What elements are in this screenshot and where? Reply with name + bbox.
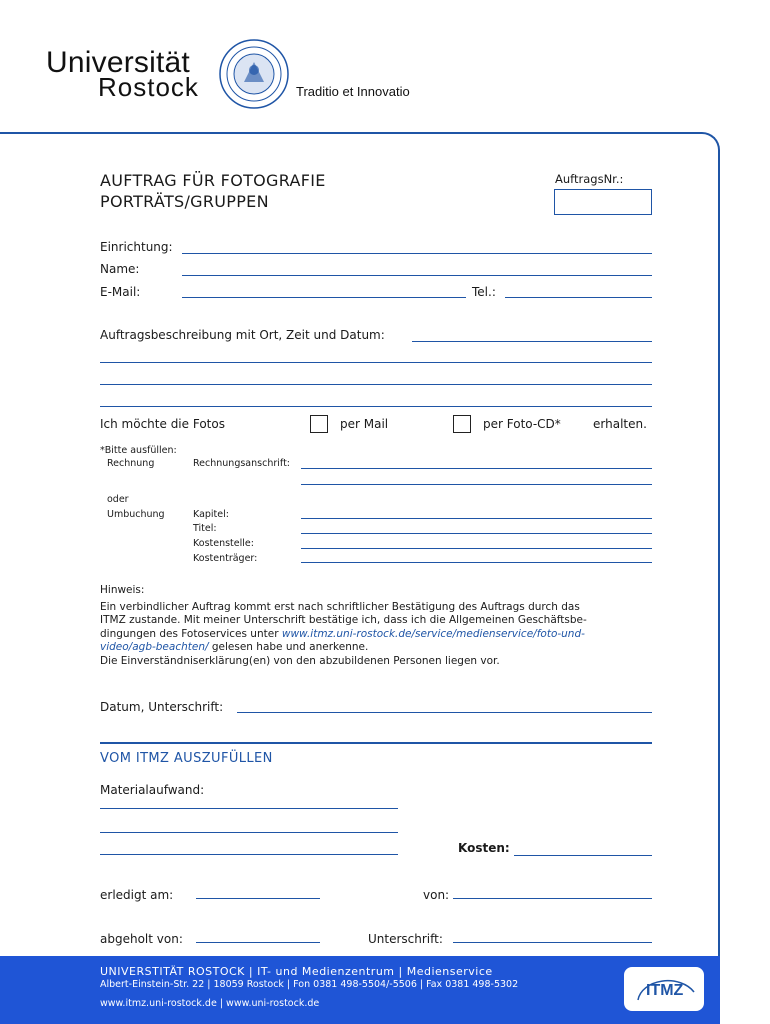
itmz-logo-text: ITMZ — [646, 982, 684, 999]
von-label: von: — [423, 888, 450, 902]
auftragsnr-field[interactable] — [554, 189, 652, 215]
unterschrift-field[interactable] — [453, 942, 652, 943]
umbuchung-label: Umbuchung — [107, 509, 165, 520]
hinweis-line3 — [100, 628, 587, 642]
kostenstelle-label: Kostenstelle: — [193, 538, 254, 549]
kapitel-field[interactable] — [301, 518, 652, 519]
erledigt-am-field[interactable] — [196, 898, 320, 899]
hinweis-line3-text: dingungen des Fotoservices unter — [100, 627, 282, 640]
agb-link-cont[interactable]: video/agb-beachten/ — [100, 641, 209, 653]
hinweis-block — [100, 584, 587, 668]
tel-field[interactable] — [505, 297, 652, 298]
itmz-section-heading: VOM ITMZ AUSZUFÜLLEN — [100, 751, 273, 766]
email-field[interactable] — [182, 297, 466, 298]
rechnungsanschrift-label: Rechnungsanschrift: — [193, 458, 290, 469]
datum-unterschrift-label: Datum, Unterschrift: — [100, 700, 224, 714]
kostenstelle-field[interactable] — [301, 548, 652, 549]
per-mail-label: per Mail — [340, 417, 389, 431]
einrichtung-label: Einrichtung: — [100, 240, 173, 254]
materialaufwand-field-line1[interactable] — [100, 808, 398, 809]
tel-label: Tel.: — [472, 285, 496, 299]
unterschrift-label: Unterschrift: — [368, 932, 443, 946]
kosten-field[interactable] — [514, 855, 652, 856]
hinweis-label: Hinweis: — [100, 584, 145, 596]
beschreibung-label: Auftragsbeschreibung mit Ort, Zeit und Datum: — [100, 328, 385, 342]
rechnungsanschrift-field-line2[interactable] — [301, 484, 652, 485]
logo-wordmark-line1: Universität — [46, 46, 190, 79]
kostentraeger-field[interactable] — [301, 562, 652, 563]
motto: Traditio et Innovatio — [296, 84, 410, 99]
beschreibung-field-line3[interactable] — [100, 384, 652, 385]
logo-wordmark-line2: Rostock — [98, 72, 199, 102]
university-seal-icon — [218, 38, 290, 110]
abgeholt-von-label: abgeholt von: — [100, 932, 183, 946]
footer-address: Albert-Einstein-Str. 22 | 18059 Rostock | Fon 0381 498-5504/-5506 | Fax 0381 498-5302 — [100, 979, 519, 990]
einrichtung-field[interactable] — [182, 253, 652, 254]
titel-label: Titel: — [193, 523, 217, 534]
datum-unterschrift-field[interactable] — [237, 712, 652, 713]
form-title: AUFTRAG FÜR FOTOGRAFIE — [100, 171, 326, 190]
hinweis-line4 — [100, 641, 587, 655]
abgeholt-von-field[interactable] — [196, 942, 320, 943]
per-mail-checkbox[interactable] — [310, 415, 328, 433]
materialaufwand-field-line2[interactable] — [100, 832, 398, 833]
name-field[interactable] — [182, 275, 652, 276]
oder-label: oder — [107, 494, 129, 505]
hinweis-line5: Die Einverständniserklärung(en) von den abzubildenen Personen liegen vor. — [100, 654, 500, 667]
rechnung-label: Rechnung — [107, 458, 155, 469]
footer-institution: UNIVERSTITÄT ROSTOCK | IT- und Medienzentrum | Medienservice — [100, 965, 493, 978]
form-subtitle: PORTRÄTS/GRUPPEN — [100, 192, 269, 211]
materialaufwand-field-line3[interactable] — [100, 854, 398, 855]
kostentraeger-label: Kostenträger: — [193, 553, 258, 564]
kosten-label: Kosten: — [458, 841, 510, 855]
email-label: E-Mail: — [100, 285, 141, 299]
rechnungsanschrift-field-line1[interactable] — [301, 468, 652, 469]
fotos-intro: Ich möchte die Fotos — [100, 417, 225, 431]
itmz-divider — [100, 742, 652, 744]
name-label: Name: — [100, 262, 140, 276]
von-field[interactable] — [453, 898, 652, 899]
bitte-label: *Bitte ausfüllen: — [100, 445, 177, 456]
hinweis-line4-text: gelesen habe und anerkenne. — [208, 641, 369, 653]
auftragsnr-label: AuftragsNr.: — [555, 172, 624, 186]
per-cd-checkbox[interactable] — [453, 415, 471, 433]
erledigt-am-label: erledigt am: — [100, 888, 174, 902]
per-cd-label: per Foto-CD* — [483, 417, 561, 431]
materialaufwand-label: Materialaufwand: — [100, 783, 205, 797]
agb-link[interactable]: www.itmz.uni-rostock.de/service/medienservice/foto-und- — [281, 627, 585, 640]
hinweis-line1: Ein verbindlicher Auftrag kommt erst nach schriftlicher Bestätigung des Auftrags durch das — [100, 600, 580, 613]
beschreibung-field-line4[interactable] — [100, 406, 652, 407]
footer-websites: www.itmz.uni-rostock.de | www.uni-rostock.de — [100, 998, 320, 1009]
hinweis-line2: ITMZ zustande. Mit meiner Unterschrift bestätige ich, dass ich die Allgemeinen Geschäftsbe- — [100, 614, 587, 626]
fotos-outro: erhalten. — [593, 417, 647, 431]
beschreibung-field-line1[interactable] — [412, 341, 652, 342]
beschreibung-field-line2[interactable] — [100, 362, 652, 363]
kapitel-label: Kapitel: — [193, 509, 229, 520]
titel-field[interactable] — [301, 533, 652, 534]
